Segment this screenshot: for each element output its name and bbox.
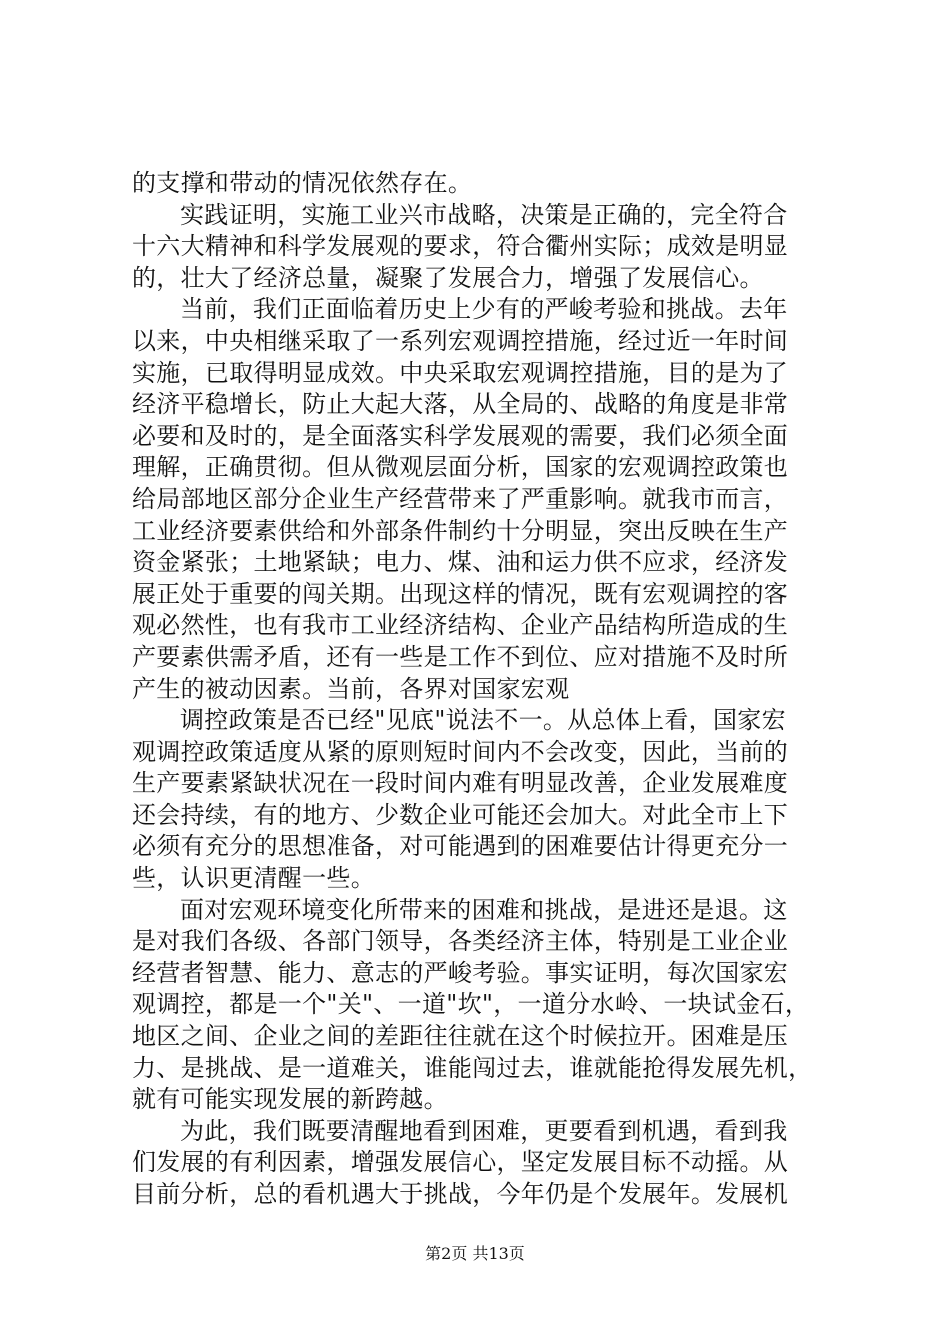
text-line: 还会持续，有的地方、少数企业可能还会加大。对此全市上下 [132,800,789,829]
text-line: 生产要素紧缺状况在一段时间内难有明显改善，企业发展难度 [132,769,789,798]
text-line: 力、是挑战、是一道难关，谁能闯过去，谁就能抢得发展先机， [132,1053,813,1082]
text-line: 的支撑和带动的情况依然存在。 [132,169,473,197]
text-line: 实践证明，实施工业兴市战略，决策是正确的，完全符合 [180,200,788,229]
text-line: 经营者智慧、能力、意志的严峻考验。事实证明，每次国家宏 [132,958,789,987]
text-line: 调控政策是否已经"见底"说法不一。从总体上看，国家宏 [180,706,786,735]
text-line: 产要素供需矛盾，还有一些是工作不到位、应对措施不及时所 [132,642,789,671]
text-line: 们发展的有利因素，增强发展信心，坚定发展目标不动摇。从 [132,1148,789,1177]
text-line: 给局部地区部分企业生产经营带来了严重影响。就我市而言， [132,484,789,513]
text-line: 就有可能实现发展的新跨越。 [132,1085,448,1114]
text-line: 观必然性，也有我市工业经济结构、企业产品结构所造成的生 [132,611,789,640]
text-line: 以来，中央相继采取了一系列宏观调控措施，经过近一年时间 [132,326,789,355]
text-line: 当前，我们正面临着历史上少有的严峻考验和挑战。去年 [180,295,788,324]
text-line: 资金紧张；土地紧缺；电力、煤、油和运力供不应求，经济发 [132,548,789,577]
text-line: 工业经济要素供给和外部条件制约十分明显，突出反映在生产 [132,516,789,545]
text-line: 产生的被动因素。当前，各界对国家宏观 [132,674,570,703]
text-line: 目前分析，总的看机遇大于挑战，今年仍是个发展年。发展机 [132,1180,789,1208]
text-line: 必要和及时的，是全面落实科学发展观的需要，我们必须全面 [132,421,789,450]
text-line: 理解，正确贯彻。但从微观层面分析，国家的宏观调控政策也 [132,453,789,482]
text-line: 面对宏观环境变化所带来的困难和挑战，是进还是退。这 [180,895,788,924]
text-line: 观调控政策适度从紧的原则短时间内不会改变，因此，当前的 [132,737,789,766]
text-line: 必须有充分的思想准备，对可能遇到的困难要估计得更充分一 [132,832,789,861]
text-line: 展正处于重要的闯关期。出现这样的情况，既有宏观调控的客 [132,579,789,608]
text-line: 为此，我们既要清醒地看到困难，更要看到机遇，看到我 [180,1116,788,1145]
text-line: 观调控，都是一个"关"、一道"坎"，一道分水岭、一块试金石， [132,990,810,1019]
text-line: 的，壮大了经济总量，凝聚了发展合力，增强了发展信心。 [132,263,764,292]
text-line: 经济平稳增长，防止大起大落，从全局的、战略的角度是非常 [132,390,789,419]
text-line: 十六大精神和科学发展观的要求，符合衢州实际；成效是明显 [132,232,789,261]
document-body [132,168,832,1211]
page-number-footer: 第2页 共13页 [425,1244,525,1263]
text-line: 实施，已取得明显成效。中央采取宏观调控措施，目的是为了 [132,358,789,387]
text-line: 些，认识更清醒一些。 [132,864,375,893]
text-line: 地区之间、企业之间的差距往往就在这个时候拉开。困难是压 [132,1022,789,1051]
text-line: 是对我们各级、各部门领导，各类经济主体，特别是工业企业 [132,927,789,956]
